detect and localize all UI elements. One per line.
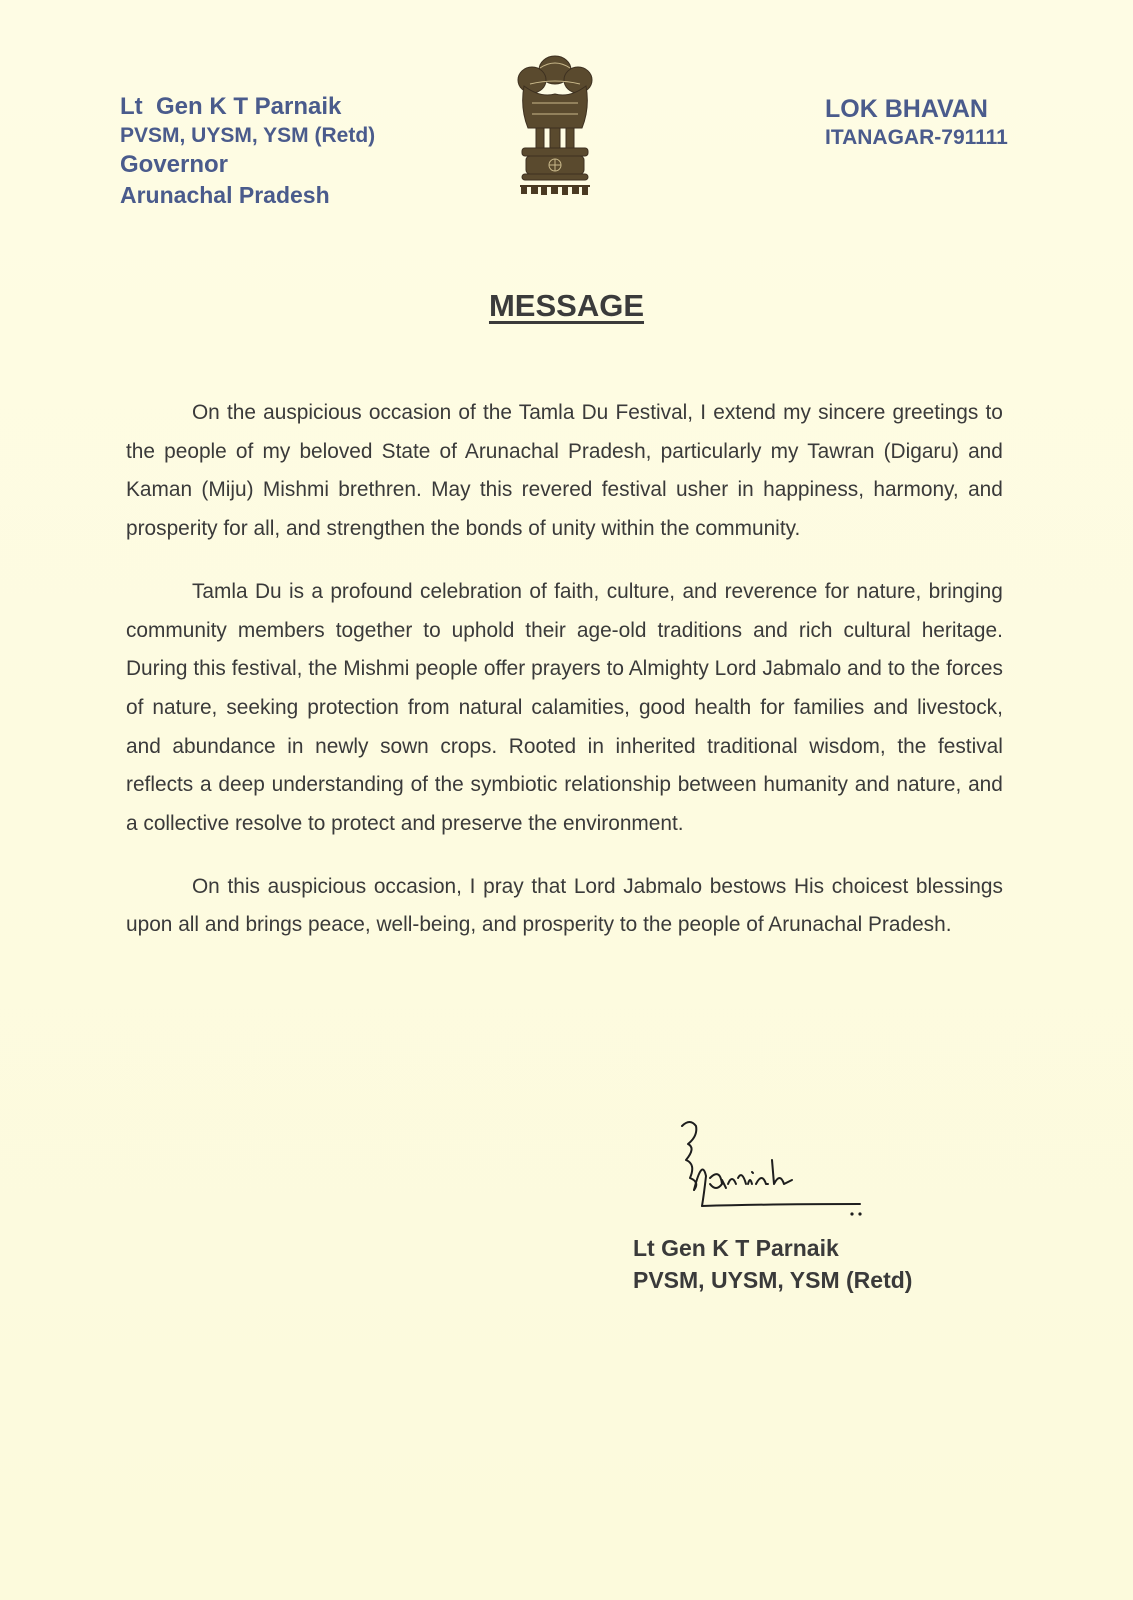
address-line-2: ITANAGAR-791111 [825,126,1008,149]
address-block [825,94,1008,152]
paragraph: Tamla Du is a profound celebration of faith, culture, and reverence for nature, bringing community members together to uphold their age-old traditions and rich cultural heritage. During this festival, the Mishmi people offer prayers to Almighty Lord Jabmalo and to the forces of nature, seeking protection from natural calamities, good health for families and livestock, and abundance in newly sown crops. Rooted in inherited traditional wisdom, the festival reflects a deep understanding of the symbiotic relationship between humanity and nature, and a collective resolve to protect and preserve the environment. [126,578,1003,836]
paragraph: On this auspicious occasion, I pray that Lord Jabmalo bestows His choicest blessings upon all and brings peace, well-being, and prosperity to the people of Arunachal Pradesh. [126,873,1003,937]
sender-name: Lt Gen K T Parnaik [120,93,342,120]
sender-title: Governor [120,151,229,178]
emblem-motto [510,182,600,194]
paragraph: On the auspicious occasion of the Tamla Du Festival, I extend my sincere greetings to the people of my beloved State of Arunachal Pradesh, particularly my Tawran (Digaru) and Kaman (Miju) Mishmi brethren. May this revered festival usher in happiness, harmony, and prosperity for all, and strengthen the bonds of unity within the community. [126,400,1003,541]
address-line-1: LOK BHAVAN [825,95,988,123]
sender-decorations: PVSM, UYSM, YSM (Retd) [120,124,376,147]
message-title-text: MESSAGE [488,288,645,323]
signatory-decorations: PVSM, UYSM, YSM (Retd) [633,1267,913,1293]
sender-state: Arunachal Pradesh [120,182,330,208]
sender-block [120,92,375,210]
signatory-block [633,1233,912,1297]
message-title [0,288,1133,324]
signatory-name: Lt Gen K T Parnaik [633,1235,839,1261]
national-emblem-icon [510,48,600,198]
message-body [126,393,1003,968]
handwritten-signature [680,1118,880,1228]
